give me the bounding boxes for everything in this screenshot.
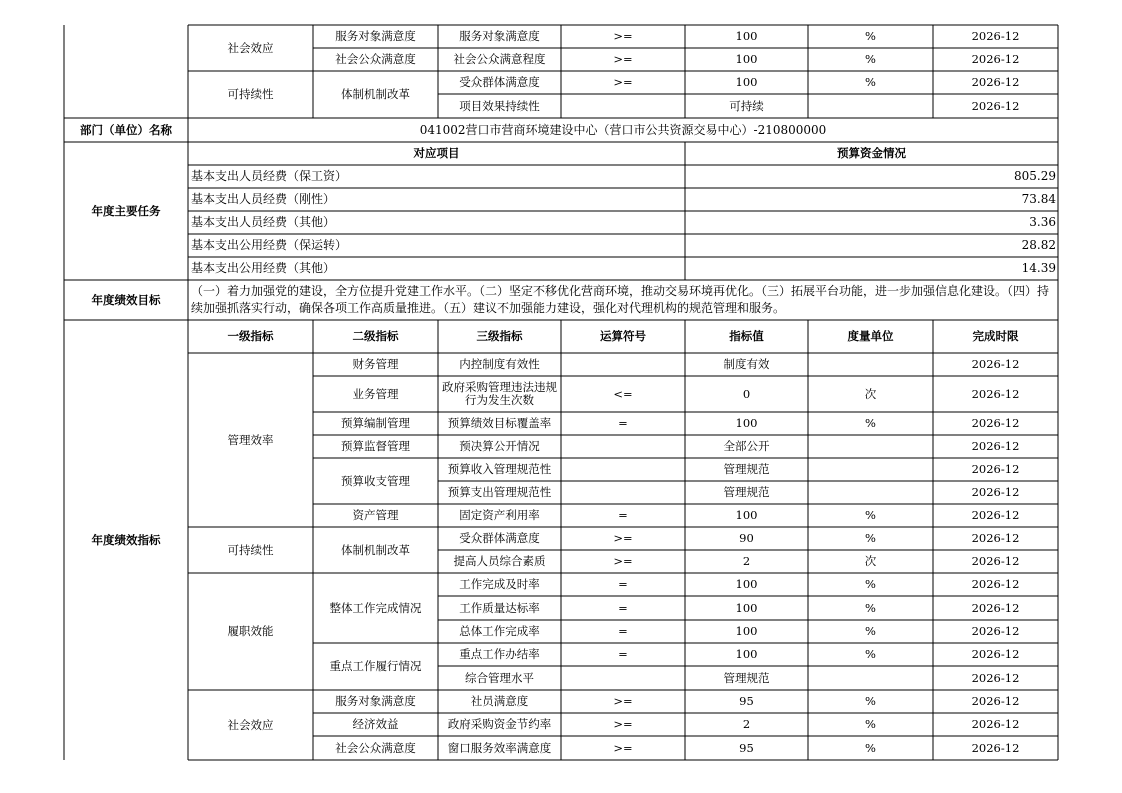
level3-name: 综合管理水平 xyxy=(465,670,534,685)
header-level1: 一级指标 xyxy=(227,329,274,343)
task-name: 基本支出公用经费（保运转） xyxy=(191,238,348,252)
indicator-value: 100 xyxy=(735,416,758,430)
indicator-value: 制度有效 xyxy=(723,357,770,371)
task-amount: 805.29 xyxy=(1014,169,1056,183)
deadline: 2026-12 xyxy=(971,670,1020,685)
unit: % xyxy=(865,647,876,661)
operator: = xyxy=(618,647,628,661)
top-l3: 受众群体满意度 xyxy=(459,75,540,89)
level3-name: 预算绩效目标覆盖率 xyxy=(447,416,552,430)
tasks-label: 年度主要任务 xyxy=(91,203,161,218)
performance-table xyxy=(64,25,1058,760)
operator: = xyxy=(618,624,628,638)
unit: 次 xyxy=(864,386,877,401)
unit: % xyxy=(865,740,876,755)
top-l2: 社会公众满意度 xyxy=(335,52,416,66)
unit: % xyxy=(865,531,876,545)
top-value: 100 xyxy=(735,75,758,89)
top-l3: 社会公众满意程度 xyxy=(453,52,546,66)
top-deadline: 2026-12 xyxy=(971,75,1020,89)
indicator-value: 95 xyxy=(739,740,754,755)
operator: >= xyxy=(613,694,633,708)
indicator-value: 管理规范 xyxy=(723,670,770,685)
top-deadline: 2026-12 xyxy=(971,52,1020,66)
indicator-value: 100 xyxy=(735,647,758,661)
dept-label: 部门（单位）名称 xyxy=(80,122,172,137)
deadline: 2026-12 xyxy=(971,600,1020,615)
unit: % xyxy=(865,416,876,430)
indicator-value: 95 xyxy=(739,694,754,708)
tasks-col-item: 对应项目 xyxy=(413,146,460,160)
unit: % xyxy=(865,717,876,731)
task-name: 基本支出人员经费（其他） xyxy=(191,215,336,229)
level3-name: 内控制度有效性 xyxy=(459,357,540,371)
level3-name: 社员满意度 xyxy=(470,694,529,708)
level1-management-efficiency: 管理效率 xyxy=(227,432,274,447)
top-deadline: 2026-12 xyxy=(971,98,1020,113)
deadline: 2026-12 xyxy=(971,416,1020,430)
top-value: 100 xyxy=(735,29,758,43)
operator: >= xyxy=(613,740,633,755)
level1-sustainability: 可持续性 xyxy=(227,542,274,557)
level2-item: 经济效益 xyxy=(352,717,399,731)
level2-item: 财务管理 xyxy=(352,357,399,371)
operator: >= xyxy=(613,531,633,545)
level1-social-effect: 社会效应 xyxy=(227,717,274,732)
dept-name: 041002营口市营商环境建设中心（营口市公共资源交易中心）-210800000 xyxy=(419,122,827,137)
level1-duty-efficiency: 履职效能 xyxy=(227,624,274,638)
level3-name: 预决算公开情况 xyxy=(459,439,540,453)
operator: = xyxy=(618,416,628,430)
tasks-col-budget: 预算资金情况 xyxy=(837,146,906,160)
indicator-value: 100 xyxy=(735,600,758,615)
level2-item: 业务管理 xyxy=(352,386,399,401)
deadline: 2026-12 xyxy=(971,554,1020,568)
indicator-value: 全部公开 xyxy=(723,439,770,453)
deadline: 2026-12 xyxy=(971,740,1020,755)
header-operator: 运算符号 xyxy=(600,329,646,343)
indicator-value: 2 xyxy=(742,717,751,731)
unit: % xyxy=(865,600,876,615)
indicator-value: 100 xyxy=(735,508,758,522)
deadline: 2026-12 xyxy=(971,717,1020,731)
level3-name: 工作质量达标率 xyxy=(459,600,540,615)
unit: 次 xyxy=(864,554,877,568)
indicator-value: 90 xyxy=(739,531,754,545)
level3-name: 重点工作办结率 xyxy=(459,647,540,661)
goal-text: （一）着力加强党的建设，全方位提升党建工作水平。（二）坚定不移优化营商环境，推动交易环境再优化。（三）拓展平台功能，进一步加强信息化建设。（四）持续加强抓落实行动，确保各项工作高质量推进。（五）建议不加强能力建设，强化对代理机构的规范管理和服务。 xyxy=(191,284,1050,315)
operator: = xyxy=(618,508,628,522)
deadline: 2026-12 xyxy=(971,647,1020,661)
deadline: 2026-12 xyxy=(971,624,1020,638)
unit: % xyxy=(865,508,876,522)
task-amount: 28.82 xyxy=(1021,238,1056,252)
deadline: 2026-12 xyxy=(971,485,1020,499)
unit: % xyxy=(865,577,876,591)
level3-name: 政府采购资金节约率 xyxy=(447,717,552,731)
task-name: 基本支出人员经费（保工资） xyxy=(191,169,348,183)
level3-name: 工作完成及时率 xyxy=(459,577,540,591)
task-name: 基本支出人员经费（刚性） xyxy=(191,192,336,206)
level2-item: 社会公众满意度 xyxy=(335,740,416,755)
unit: % xyxy=(865,624,876,638)
top-op: >= xyxy=(613,29,633,43)
top-unit: % xyxy=(865,29,876,43)
level2-item: 资产管理 xyxy=(352,508,399,522)
deadline: 2026-12 xyxy=(971,357,1020,371)
task-amount: 3.36 xyxy=(1029,215,1056,229)
task-name: 基本支出公用经费（其他） xyxy=(191,261,336,275)
indicator-value: 0 xyxy=(742,386,751,401)
task-amount: 14.39 xyxy=(1021,261,1056,275)
operator: <= xyxy=(613,386,633,401)
level2-item: 预算编制管理 xyxy=(341,416,410,430)
top-l3: 项目效果持续性 xyxy=(459,98,540,113)
operator: = xyxy=(618,577,628,591)
unit: % xyxy=(865,694,876,708)
operator: >= xyxy=(613,554,633,568)
level3-name: 提高人员综合素质 xyxy=(453,554,546,568)
level2-item: 整体工作完成情况 xyxy=(329,600,422,615)
header-level3: 三级指标 xyxy=(476,329,523,343)
header-unit: 度量单位 xyxy=(847,329,894,343)
header-value: 指标值 xyxy=(729,329,764,343)
indicator-value: 管理规范 xyxy=(723,485,770,499)
deadline: 2026-12 xyxy=(971,531,1020,545)
table-grid xyxy=(64,25,1058,760)
top-l2: 体制机制改革 xyxy=(341,87,410,101)
level3-name: 政府采购管理违法违规行为发生次数 xyxy=(442,380,557,407)
header-level2: 二级指标 xyxy=(352,329,399,343)
top-l2: 服务对象满意度 xyxy=(335,29,416,43)
operator: >= xyxy=(613,717,633,731)
indicators-label: 年度绩效指标 xyxy=(91,532,161,547)
deadline: 2026-12 xyxy=(971,439,1020,453)
task-amount: 73.84 xyxy=(1021,192,1056,206)
level2-item: 预算监督管理 xyxy=(341,439,410,453)
deadline: 2026-12 xyxy=(971,694,1020,708)
indicator-value: 100 xyxy=(735,624,758,638)
level3-name: 预算收入管理规范性 xyxy=(447,462,552,476)
level2-item: 重点工作履行情况 xyxy=(329,659,422,673)
deadline: 2026-12 xyxy=(971,386,1020,401)
level3-name: 固定资产利用率 xyxy=(459,508,540,522)
top-op: >= xyxy=(613,75,633,89)
top-value: 可持续 xyxy=(729,98,764,113)
level3-name: 总体工作完成率 xyxy=(459,624,540,638)
top-l1-social: 社会效应 xyxy=(227,40,274,55)
level2-item: 体制机制改革 xyxy=(341,542,410,557)
top-unit: % xyxy=(865,52,876,66)
indicator-value: 管理规范 xyxy=(723,462,770,476)
indicator-value: 2 xyxy=(742,554,751,568)
top-op: >= xyxy=(613,52,633,66)
deadline: 2026-12 xyxy=(971,462,1020,476)
top-unit: % xyxy=(865,75,876,89)
header-deadline: 完成时限 xyxy=(972,329,1019,343)
level3-name: 窗口服务效率满意度 xyxy=(447,740,552,755)
deadline: 2026-12 xyxy=(971,577,1020,591)
top-l1-sustain: 可持续性 xyxy=(227,87,274,101)
level2-item: 服务对象满意度 xyxy=(335,694,416,708)
goal-label: 年度绩效目标 xyxy=(91,292,161,307)
top-l3: 服务对象满意度 xyxy=(459,29,540,43)
deadline: 2026-12 xyxy=(971,508,1020,522)
operator: = xyxy=(618,600,628,615)
level2-item: 预算收支管理 xyxy=(341,473,410,488)
top-deadline: 2026-12 xyxy=(971,29,1020,43)
top-value: 100 xyxy=(735,52,758,66)
level3-name: 预算支出管理规范性 xyxy=(447,485,552,499)
indicator-value: 100 xyxy=(735,577,758,591)
level3-name: 受众群体满意度 xyxy=(459,531,540,545)
